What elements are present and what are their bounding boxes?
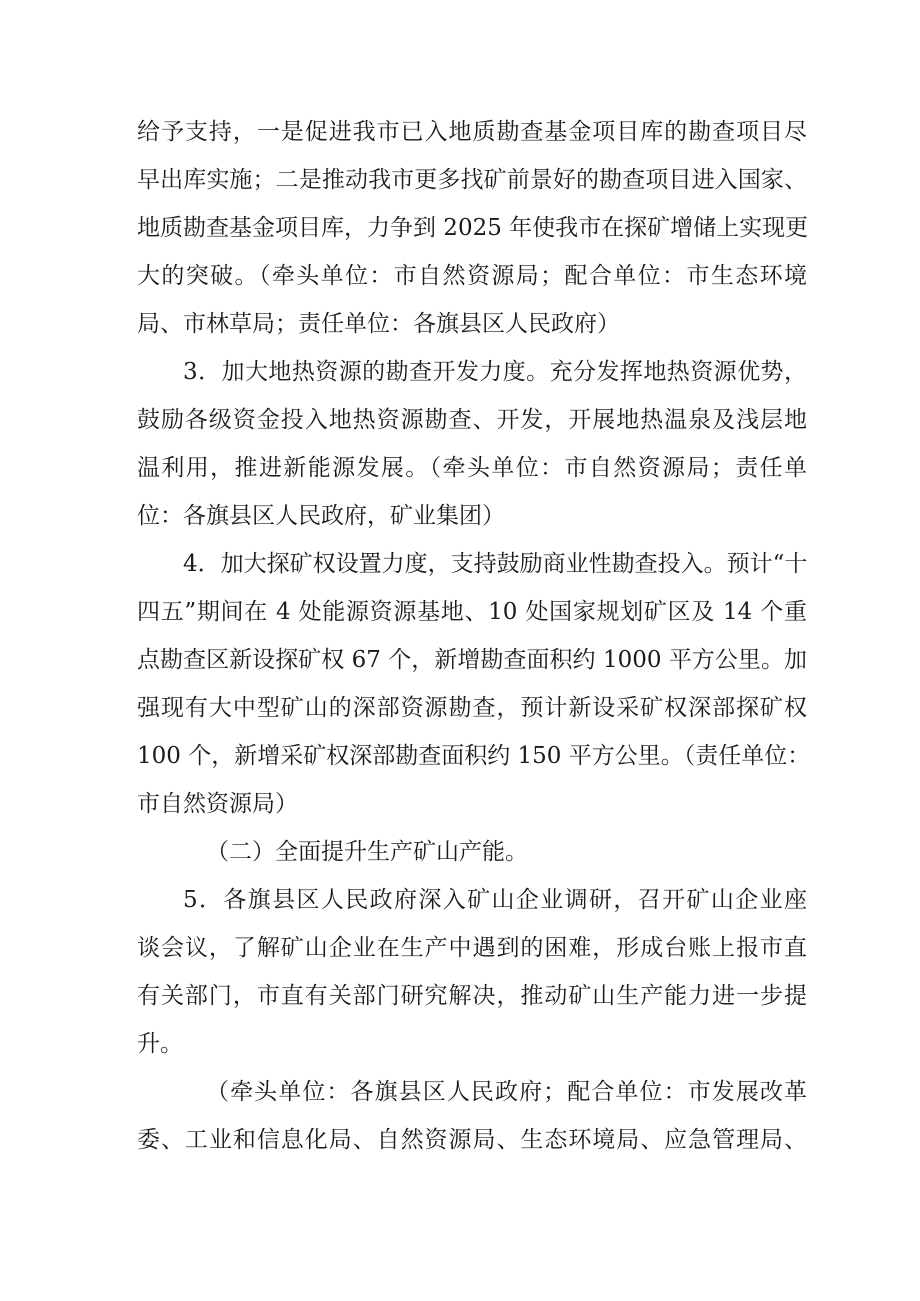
text-line: 委、工业和信息化局、自然资源局、生态环境局、应急管理局、 (137, 1127, 807, 1153)
paragraph-3-start: 3．加大地热资源的勘查开发力度。充分发挥地热资源优势， (183, 359, 807, 385)
text-line: 给予支持，一是促进我市已入地质勘查基金项目库的勘查项目尽 (137, 119, 807, 145)
paragraph-responsibility-start: （牵头单位：各旗县区人民政府；配合单位：市发展改革 (206, 1079, 807, 1105)
text-line: 市自然资源局） (137, 791, 298, 817)
text-line: 温利用，推进新能源发展。（牵头单位：市自然资源局；责任单 (137, 455, 807, 481)
text-line: 地质勘查基金项目库，力争到 2025 年使我市在探矿增储上实现更 (137, 215, 809, 241)
text-line: 大的突破。（牵头单位：市自然资源局；配合单位：市生态环境 (137, 263, 807, 289)
text-line: 谈会议，了解矿山企业在生产中遇到的困难，形成台账上报市直 (137, 935, 807, 961)
section-heading: （二）全面提升生产矿山产能。 (206, 839, 528, 865)
text-line: 位：各旗县区人民政府，矿业集团） (137, 503, 505, 529)
paragraph-4-start: 4．加大探矿权设置力度，支持鼓励商业性勘查投入。预计“十 (183, 551, 808, 577)
text-line: 强现有大中型矿山的深部资源勘查，预计新设采矿权深部探矿权 (137, 695, 807, 721)
text-line: 有关部门，市直有关部门研究解决，推动矿山生产能力进一步提 (137, 983, 807, 1009)
document-body (137, 108, 811, 1164)
text-line: 100 个，新增采矿权深部勘查面积约 150 平方公里。（责任单位： (137, 743, 811, 769)
text-line: 鼓励各级资金投入地热资源勘查、开发，开展地热温泉及浅层地 (137, 407, 807, 433)
text-line: 点勘查区新设探矿权 67 个，新增勘查面积约 1000 平方公里。加 (137, 647, 807, 673)
text-line: 局、市林草局；责任单位：各旗县区人民政府） (137, 311, 620, 337)
text-line: 早出库实施；二是推动我市更多找矿前景好的勘查项目进入国家、 (137, 167, 807, 193)
text-line: 四五”期间在 4 处能源资源基地、10 处国家规划矿区及 14 个重 (137, 599, 807, 625)
text-line: 升。 (137, 1031, 183, 1057)
paragraph-5-start: 5．各旗县区人民政府深入矿山企业调研，召开矿山企业座 (183, 887, 807, 913)
